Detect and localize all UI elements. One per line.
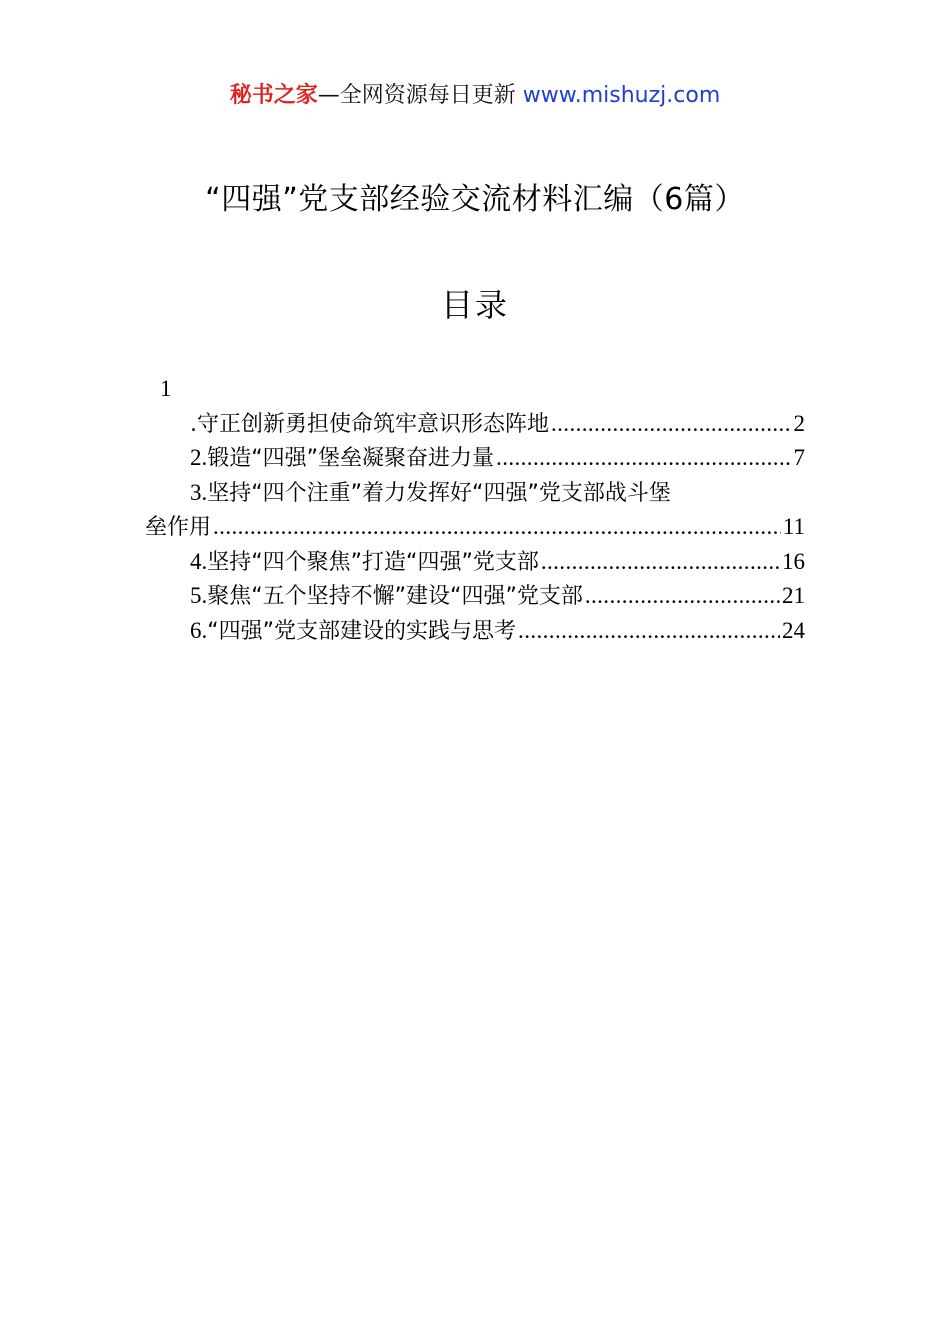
toc-entry-number: 6. (190, 617, 208, 643)
toc-entry-page: 2 (793, 410, 805, 436)
toc-entry-1[interactable] (145, 407, 805, 442)
toc-entry-text: 坚持“四个注重”着力发挥好“四强”党支部战斗堡 (207, 480, 671, 506)
toc-entry-page: 24 (782, 617, 805, 643)
toc-entry-text: 锻造“四强”堡垒凝聚奋进力量 (207, 446, 495, 471)
toc-entry-text: 坚持“四个聚焦”打造“四强”党支部 (207, 549, 539, 575)
document-title: “四强”党支部经验交流材料汇编（6篇） (205, 182, 745, 217)
toc-dot-leader (496, 441, 791, 476)
toc-entry-number: 2. (190, 445, 208, 470)
toc-dot-leader (518, 614, 780, 649)
toc-entry-number: 1 (160, 376, 172, 401)
toc-entry-number: 4. (190, 548, 208, 574)
toc-heading: 目录 (440, 286, 509, 324)
toc-entry-3-line-1[interactable] (145, 476, 805, 511)
toc-dot-leader (551, 407, 792, 442)
toc-entry-5[interactable] (145, 579, 805, 614)
toc-entry-page: 11 (782, 514, 805, 539)
toc-entry-3-line-2[interactable] (145, 510, 805, 545)
toc-dot-leader (585, 579, 780, 614)
toc-entry-number: 3. (190, 479, 208, 505)
site-url-link[interactable]: www.mishuzj.com (522, 83, 721, 108)
toc-entry-page: 16 (782, 548, 805, 574)
toc-entry-1-number-row (145, 372, 805, 407)
toc-entry-number: 5. (190, 583, 208, 608)
toc-entry-page: 7 (793, 445, 805, 470)
toc-entry-2[interactable] (145, 441, 805, 476)
toc-dot-leader (541, 545, 780, 580)
toc-dot-leader (213, 510, 781, 545)
toc-entry-page: 21 (782, 583, 805, 608)
toc-entry-text: “四强”党支部建设的实践与思考 (207, 618, 517, 644)
toc-entry-4[interactable] (145, 545, 805, 580)
site-header (0, 80, 950, 112)
toc-entry-6[interactable] (145, 614, 805, 649)
toc-entry-text: .守正创新勇担使命筑牢意识形态阵地 (190, 411, 549, 437)
toc-entry-text-continued: 垒作用 (145, 515, 212, 540)
header-tagline: —全网资源每日更新 (317, 83, 516, 108)
brand-name: 秘书之家 (229, 83, 318, 108)
toc-entry-text: 聚焦“五个坚持不懈”建设“四强”党支部 (207, 584, 583, 609)
table-of-contents (145, 372, 805, 648)
